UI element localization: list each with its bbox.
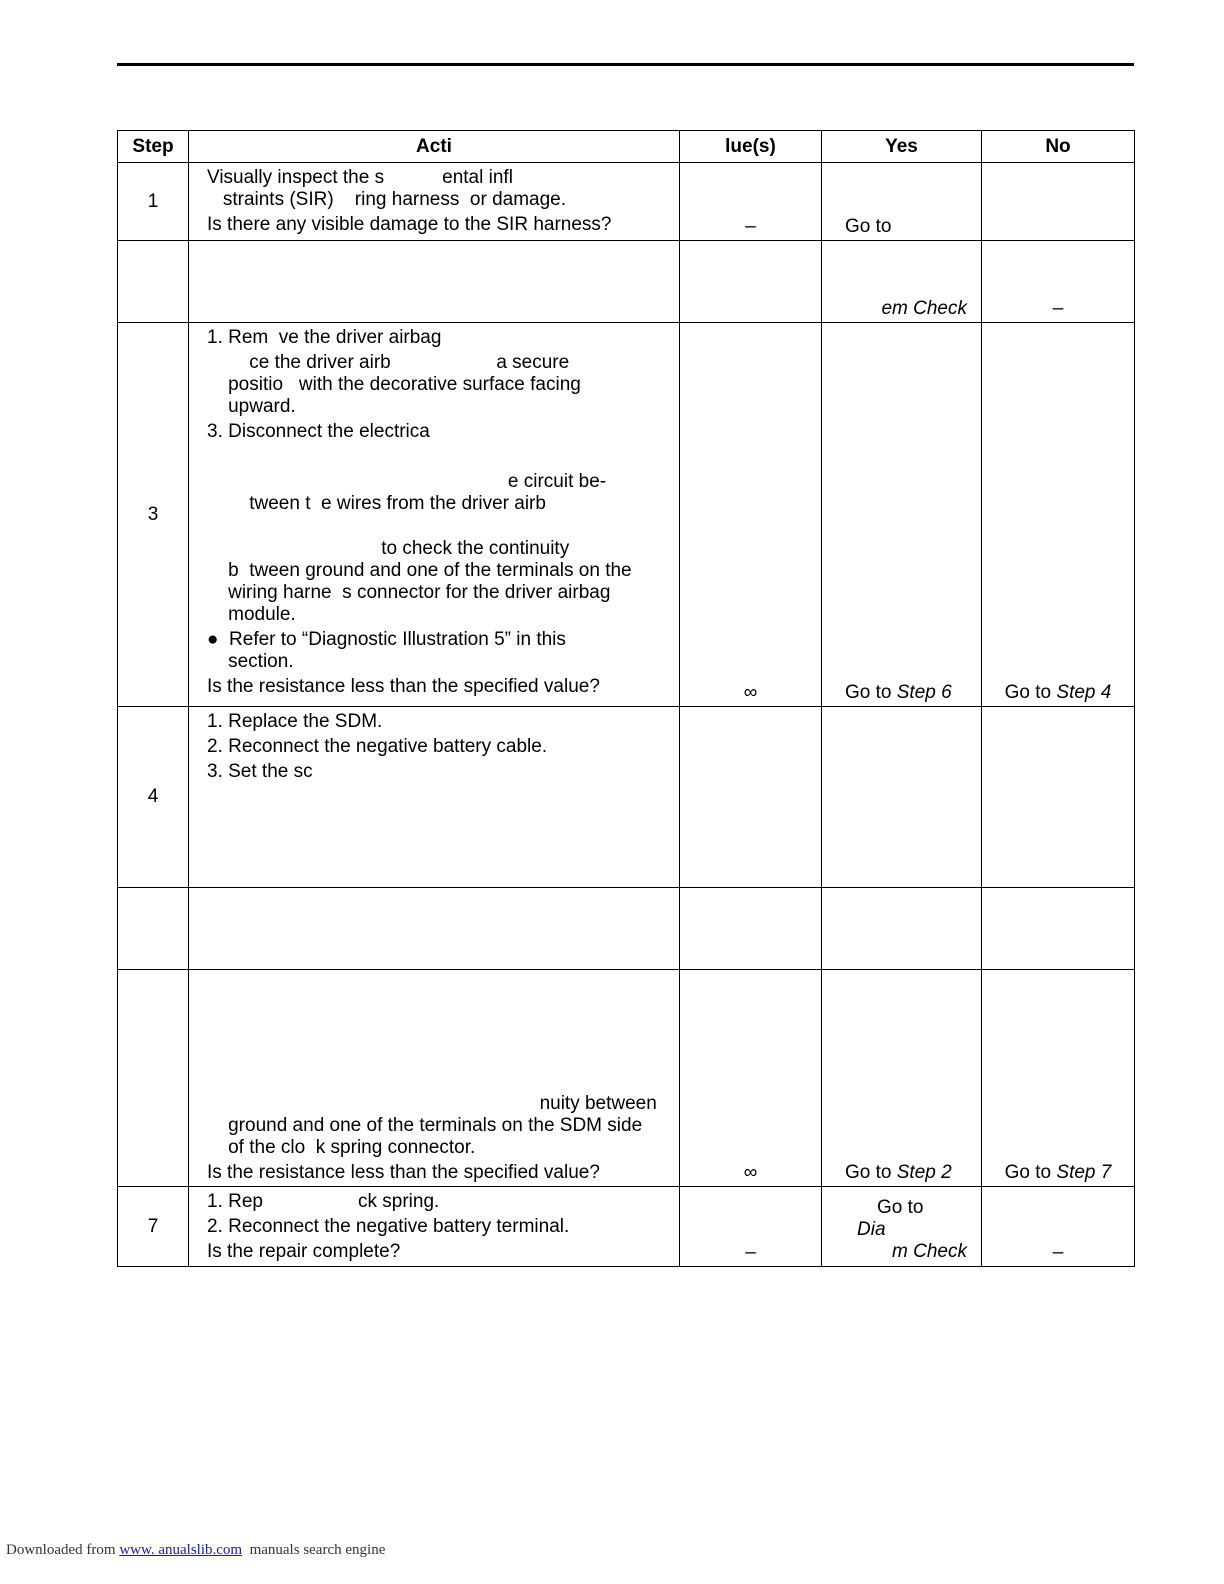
yes-prefix: Go to xyxy=(845,1162,897,1183)
table-row-step-4 xyxy=(118,707,1135,888)
step-number: 3 xyxy=(118,323,189,707)
action-line: tween t e wires from the driver airb xyxy=(207,493,546,514)
header-values: lue(s) xyxy=(680,131,822,163)
table-row-step-2 xyxy=(118,241,1135,323)
yes-block xyxy=(822,1197,981,1263)
no-cell xyxy=(982,241,1135,323)
footer-suffix: manuals search engine xyxy=(242,1542,386,1558)
yes-cell xyxy=(822,1187,982,1267)
value-cell xyxy=(680,241,822,323)
action-line: ce the driver airb a secure xyxy=(207,352,570,373)
action-line: straints (SIR) ring harness or damage. xyxy=(207,189,567,210)
no-text: – xyxy=(1052,1242,1064,1263)
yes-line: m Check xyxy=(892,1241,967,1262)
yes-cell xyxy=(822,888,982,970)
action-cell xyxy=(189,707,680,888)
table-row-step-7 xyxy=(118,1187,1135,1267)
yes-text: Go to xyxy=(845,216,892,237)
question-line: Is the resistance less than the specified value? xyxy=(207,676,600,697)
no-step: Step 4 xyxy=(1056,682,1112,703)
table-row-step-1 xyxy=(118,163,1135,241)
diagnostic-table xyxy=(117,130,1135,1267)
action-cell xyxy=(189,970,680,1187)
header-step: Step xyxy=(118,131,189,163)
no-cell xyxy=(982,163,1135,241)
value-text: – xyxy=(745,1242,756,1263)
action-line: positio with the decorative surface facing xyxy=(207,374,581,395)
top-rule xyxy=(117,63,1134,66)
step-number: 7 xyxy=(118,1187,189,1267)
action-line: 1. Rem ve the driver airbag xyxy=(207,327,442,348)
action-line: ground and one of the terminals on the SDM side xyxy=(207,1115,643,1136)
question-line: Is the repair complete? xyxy=(207,1241,401,1262)
action-line: 3. Disconnect the electrica xyxy=(207,421,430,442)
action-line: Visually inspect the s ental infl xyxy=(207,167,513,188)
no-cell xyxy=(982,970,1135,1187)
table-row-step-5 xyxy=(118,888,1135,970)
no-cell xyxy=(982,707,1135,888)
yes-line: Go to xyxy=(877,1197,924,1218)
yes-link xyxy=(845,682,952,704)
yes-cell xyxy=(822,707,982,888)
header-no: No xyxy=(982,131,1135,163)
value-cell xyxy=(680,970,822,1187)
value-cell xyxy=(680,1187,822,1267)
yes-line: Dia xyxy=(857,1219,886,1240)
no-text: – xyxy=(1052,298,1064,319)
action-line: 2. Reconnect the negative battery terminal. xyxy=(207,1216,570,1237)
action-line: b tween ground and one of the terminals on the xyxy=(207,560,632,581)
value-cell xyxy=(680,163,822,241)
action-line: 1. Replace the SDM. xyxy=(207,711,383,732)
action-cell xyxy=(189,323,680,707)
action-line: 2. Reconnect the negative battery cable. xyxy=(207,736,548,757)
header-yes: Yes xyxy=(822,131,982,163)
yes-step: Step 2 xyxy=(896,1162,952,1183)
action-cell xyxy=(189,241,680,323)
action-cell xyxy=(189,163,680,241)
action-cell xyxy=(189,1187,680,1267)
action-line: e circuit be- xyxy=(207,471,607,492)
table-row-step-3 xyxy=(118,323,1135,707)
table-row-step-6 xyxy=(118,970,1135,1187)
value-text: – xyxy=(745,216,756,237)
value-text: ∞ xyxy=(743,682,758,703)
yes-cell xyxy=(822,163,982,241)
no-cell xyxy=(982,323,1135,707)
yes-step: Step 6 xyxy=(896,682,952,703)
action-line: module. xyxy=(207,604,296,625)
no-step: Step 7 xyxy=(1056,1162,1112,1183)
no-cell xyxy=(982,1187,1135,1267)
action-bottom-block xyxy=(189,1093,679,1184)
yes-prefix: Go to xyxy=(845,682,897,703)
step-number: 4 xyxy=(118,707,189,888)
no-prefix: Go to xyxy=(1004,682,1057,703)
bullet-line: ● Refer to “Diagnostic Illustration 5” in this xyxy=(207,629,566,650)
footer xyxy=(6,1542,385,1559)
value-cell xyxy=(680,323,822,707)
header-row xyxy=(118,131,1135,163)
step-number xyxy=(118,241,189,323)
action-cell xyxy=(189,888,680,970)
action-line: wiring harne s connector for the driver airbag xyxy=(207,582,611,603)
step-number: 1 xyxy=(118,163,189,241)
step-number xyxy=(118,888,189,970)
no-prefix: Go to xyxy=(1004,1162,1057,1183)
action-line: 1. Rep ck spring. xyxy=(207,1191,440,1212)
action-line: to check the continuity xyxy=(207,538,570,559)
action-line: nuity between xyxy=(207,1093,657,1114)
action-line: upward. xyxy=(207,396,296,417)
footer-prefix: Downloaded from xyxy=(6,1542,120,1558)
question-line: Is there any visible damage to the SIR harness? xyxy=(207,214,612,235)
yes-cell xyxy=(822,241,982,323)
step-number xyxy=(118,970,189,1187)
value-cell xyxy=(680,888,822,970)
footer-link[interactable]: www. anualslib.com xyxy=(119,1542,243,1558)
no-link xyxy=(982,682,1134,704)
value-text: ∞ xyxy=(743,1162,758,1183)
yes-cell xyxy=(822,323,982,707)
action-line: 3. Set the sc xyxy=(207,761,313,782)
action-line: of the clo k spring connector. xyxy=(207,1137,476,1158)
yes-text: em Check xyxy=(881,298,967,319)
no-cell xyxy=(982,888,1135,970)
yes-link xyxy=(845,1162,952,1184)
no-link xyxy=(982,1162,1134,1184)
action-line: section. xyxy=(207,651,294,672)
header-action: Acti xyxy=(189,131,680,163)
value-cell xyxy=(680,707,822,888)
yes-cell xyxy=(822,970,982,1187)
question-line: Is the resistance less than the specified value? xyxy=(207,1162,600,1183)
